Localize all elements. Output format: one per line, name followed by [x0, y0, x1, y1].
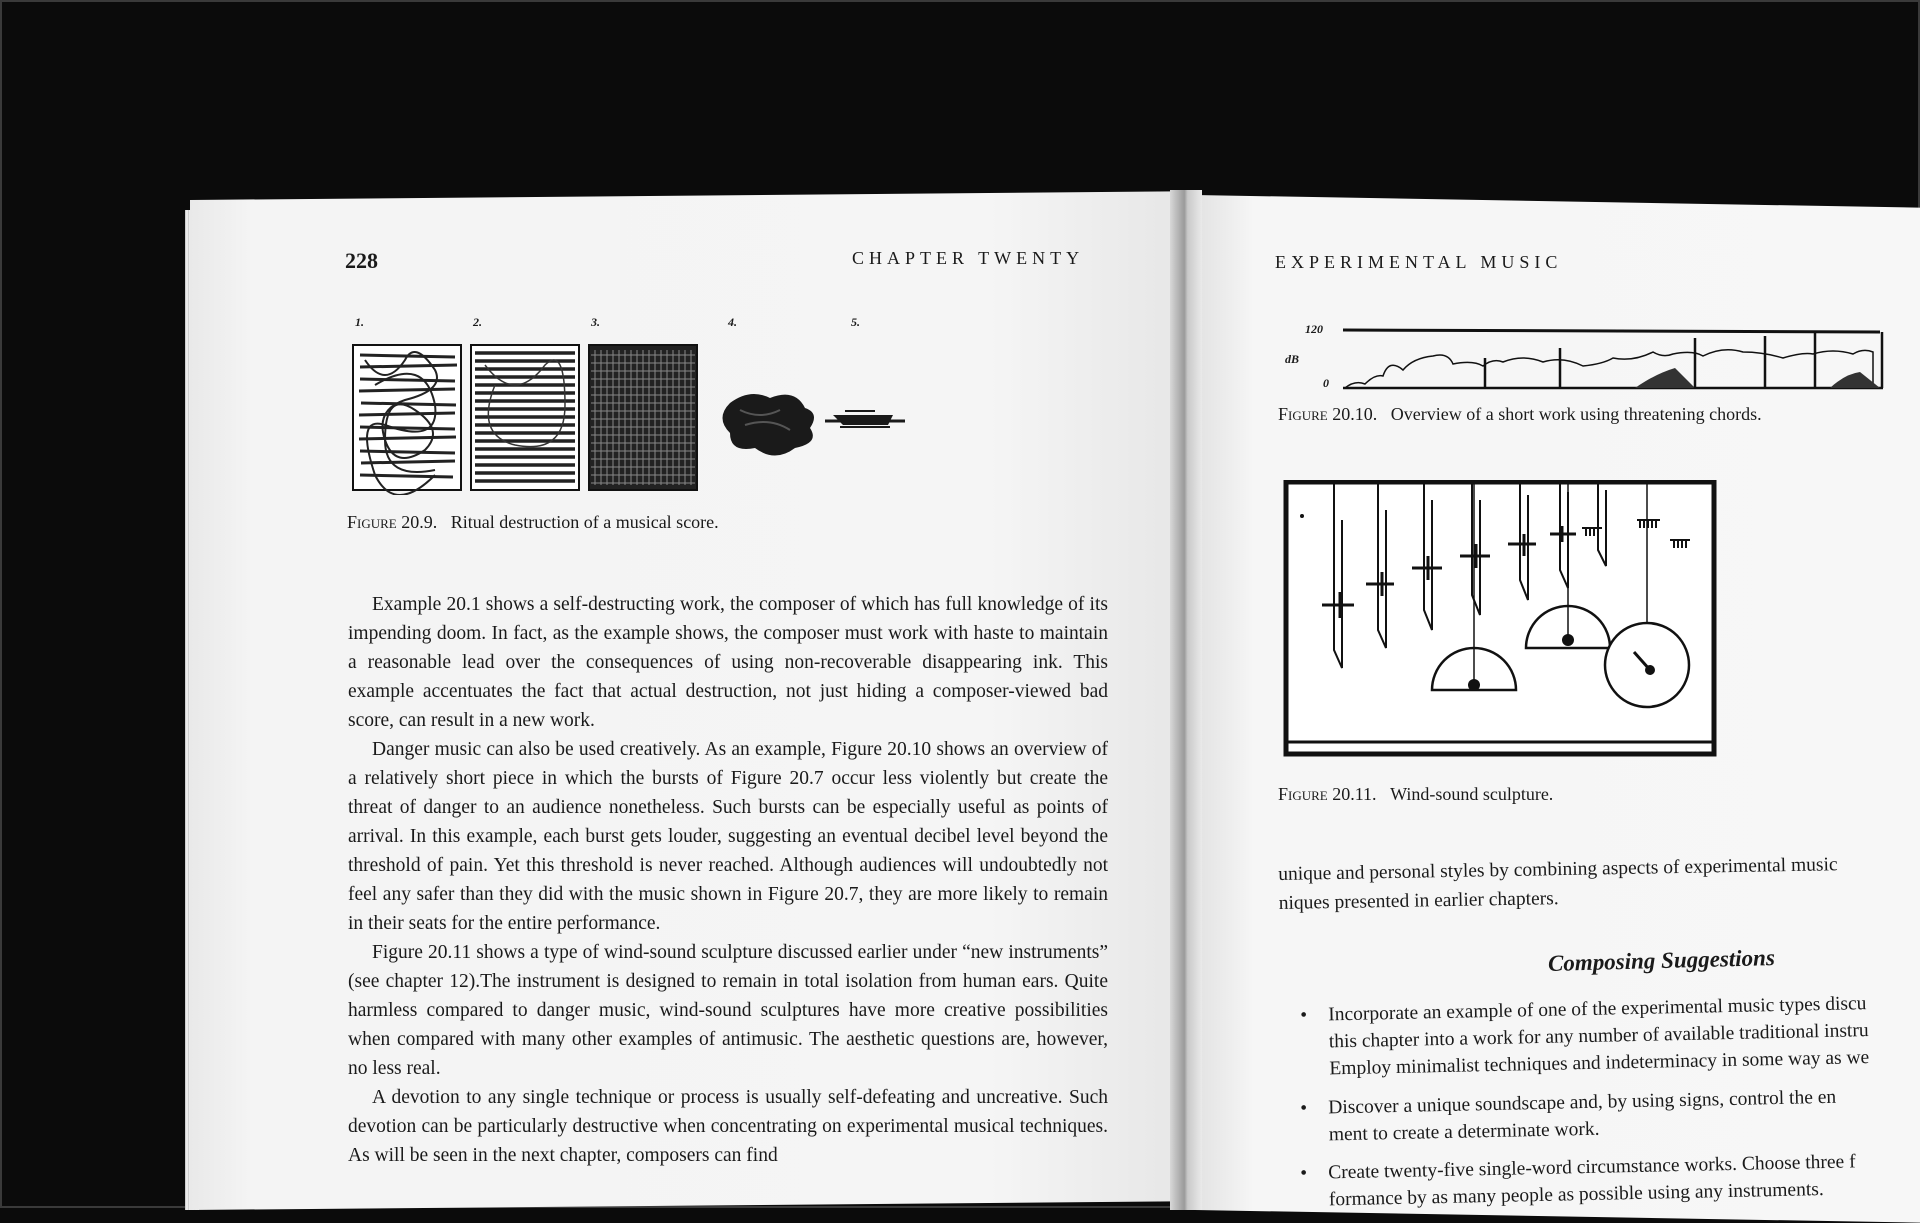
paragraph: A devotion to any single technique or process is usually self-defeating and uncreative. Such devotion can be particularly destructive when concentrating on experimental musical techniques. As will be seen in the next chapter, composers can find — [348, 1087, 1108, 1166]
figure-20-11-caption — [1278, 784, 1553, 805]
book-gutter — [1170, 190, 1202, 1210]
running-head-right: EXPERIMENTAL MUSIC — [1275, 252, 1563, 272]
bullet-symbol: • — [1300, 1097, 1308, 1119]
caption-label: Figure 20.9. — [347, 512, 438, 532]
axis-label-bottom: 0 — [1323, 376, 1329, 390]
axis-label-top: 120 — [1305, 322, 1323, 336]
text-line: unique and personal styles by combining aspects of experimental music — [1278, 854, 1838, 885]
bullet-line: ment to create a determinate work. — [1328, 1118, 1600, 1146]
figure-label: 1. — [355, 315, 364, 329]
figure-label: 3. — [591, 315, 600, 329]
caption-text: Overview of a short work using threatening chords. — [1390, 404, 1762, 424]
caption-label: Figure 20.10. — [1278, 404, 1378, 424]
figure-label: 4. — [728, 315, 737, 329]
figure-20-9-caption — [347, 512, 719, 533]
caption-label: Figure 20.11. — [1278, 784, 1377, 804]
text-line: niques presented in earlier chapters. — [1278, 888, 1559, 914]
figure-20-10 — [1275, 318, 1895, 398]
right-body-text — [1278, 849, 1909, 918]
caption-text: Ritual destruction of a musical score. — [450, 512, 719, 532]
bullet-line: Incorporate an example of one of the experimental music types discu — [1328, 993, 1867, 1026]
bullet-line: Create twenty-five single-word circumstance works. Choose three f — [1328, 1151, 1856, 1184]
running-head-left: CHAPTER TWENTY — [852, 248, 1085, 268]
figure-20-10-caption — [1278, 404, 1762, 425]
wind-sound-sculpture-illustration — [1282, 480, 1722, 760]
axis-label-unit: dB — [1285, 352, 1300, 366]
page-number: 228 — [345, 248, 378, 273]
figure-label: 5. — [851, 315, 860, 329]
paragraph: Figure 20.11 shows a type of wind-sound sculpture discussed earlier under “new instruments” (see chapter 12).The instrument is designed to remain in total isolation from human ears. Quite harmless compared to danger music, wind-sound sculptures have more creative possibilities when compared with many other examples of antimusic. The aesthetic questions are, however, no less real. — [348, 942, 1108, 1079]
paragraph: Danger music can also be used creatively. As an example, Figure 20.10 shows an overview of a relatively short piece in which the bursts of Figure 20.7 occur less violently but create the threat of danger to an audience nonetheless. Such bursts can be especially useful as points of arrival. In this example, each burst gets louder, suggesting an eventual decibel level beyond the threshold of pain. Yet this threshold is never reached. Although audiences will undoubtedly not feel any safer than they did with the music shown in Figure 20.7, they are more likely to remain in their seats for the entire performance. — [348, 739, 1108, 934]
figure-20-9 — [345, 315, 905, 495]
bullet-symbol: • — [1300, 1162, 1308, 1184]
bullet-line: Employ minimalist techniques and indeterminacy in some way as we — [1329, 1047, 1870, 1080]
bullet-line: this chapter into a work for any number of available traditional instru — [1328, 1020, 1869, 1053]
figure-label: 2. — [473, 315, 482, 329]
caption-text: Wind-sound sculpture. — [1390, 784, 1554, 804]
bullet-line: Discover a unique soundscape and, by using signs, control the en — [1328, 1086, 1837, 1119]
destroyed-scores-illustration — [345, 315, 905, 495]
paragraph: Example 20.1 shows a self-destructing work, the composer of which has full knowledge of its impending doom. In fact, as the example shows, the composer must work with haste to maintain a reasonable lead over the consequences of using non-recoverable disappearing ink. This example accentuates the fact that actual destruction, not just hiding a composer-viewed bad score, can result in a new work. — [348, 594, 1108, 731]
left-body-text — [348, 590, 1108, 1170]
section-heading: Composing Suggestions — [1547, 945, 1776, 976]
figure-20-11 — [1282, 480, 1722, 760]
bullet-line: formance by as many people as possible using any instruments. — [1328, 1179, 1824, 1211]
bullet-symbol: • — [1300, 1004, 1308, 1026]
loudness-overview-graph — [1275, 318, 1895, 398]
